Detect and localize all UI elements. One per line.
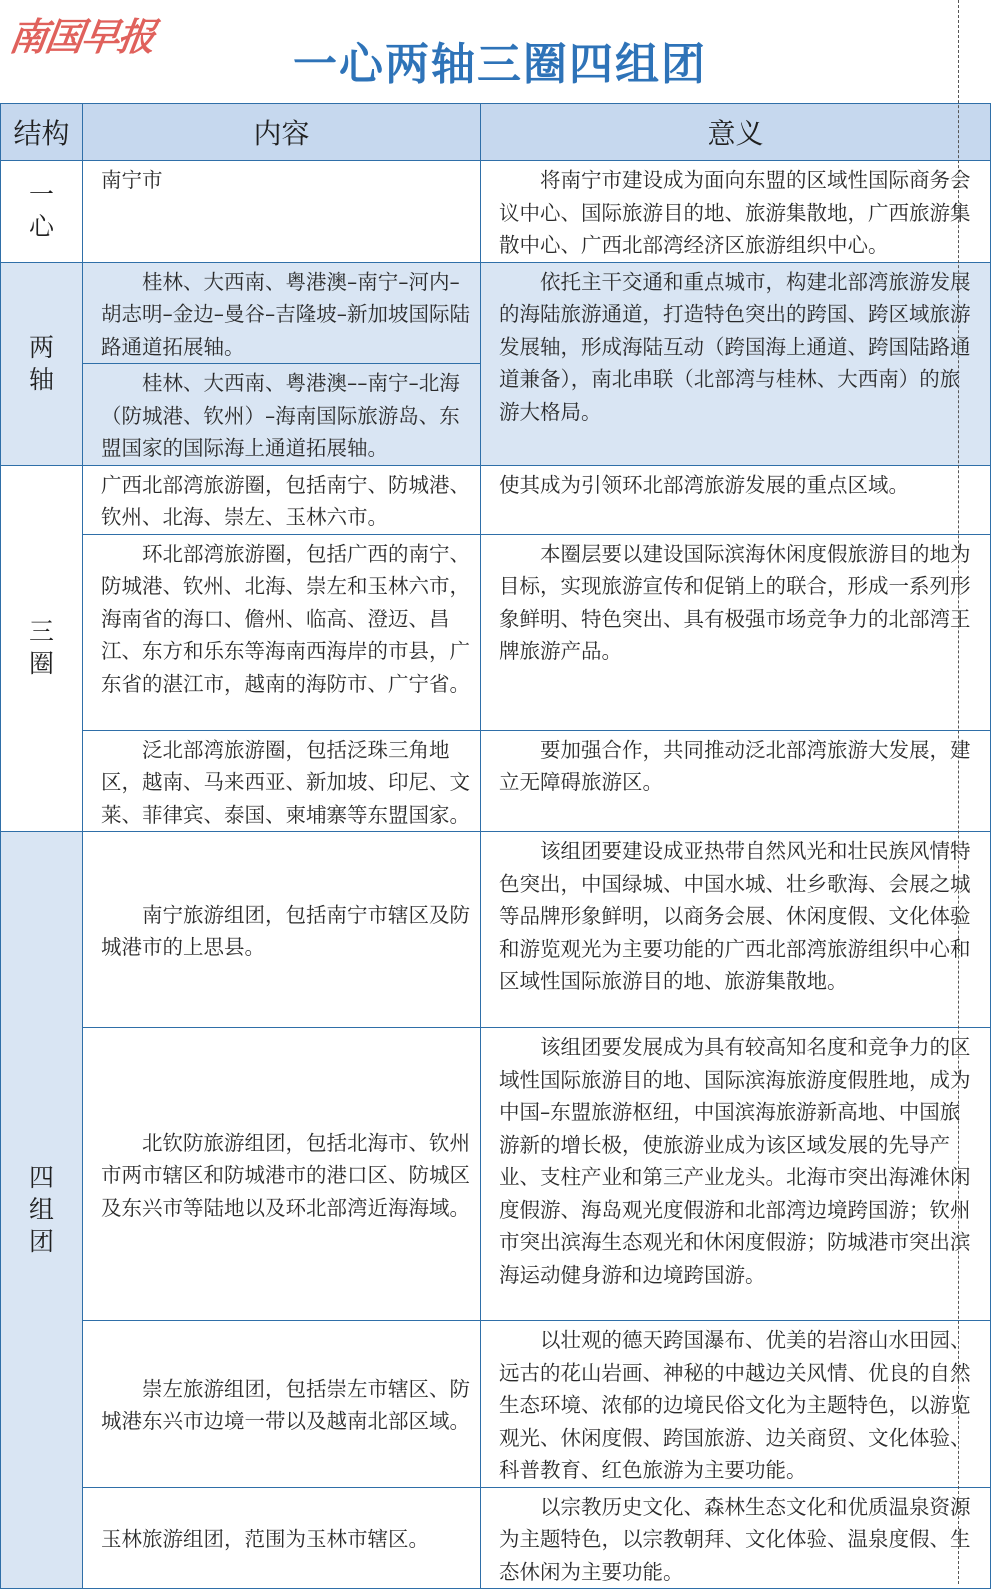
table-row (1, 832, 991, 1028)
meaning-cell: 以宗教历史文化、森林生态文化和优质温泉资源为主题特色，以宗教朝拜、文化体验、温泉度假、生态休闲为主要功能。 (481, 1487, 991, 1589)
content-cell: 桂林、大西南、粤港澳––南宁–北海（防城港、钦州）–海南国际旅游岛、东盟国家的国际海上通道拓展轴。 (83, 364, 481, 466)
structure-cell: 三圈 (1, 465, 83, 832)
header-meaning: 意义 (481, 104, 991, 161)
masthead-logo: 南国早报 (6, 14, 157, 59)
content-cell: 环北部湾旅游圈，包括广西的南宁、防城港、钦州、北海、崇左和玉林六市，海南省的海口、儋州、临高、澄迈、昌江、东方和乐东等海南西海岸的市县，广东省的湛江市，越南的海防市、广宁省。 (83, 534, 481, 730)
content-cell: 北钦防旅游组团，包括北海市、钦州市两市辖区和防城港市的港口区、防城区及东兴市等陆地以及环北部湾近海海域。 (83, 1028, 481, 1321)
meaning-cell: 该组团要发展成为具有较高知名度和竞争力的区域性国际旅游目的地、国际滨海旅游度假胜地，成为中国–东盟旅游枢纽，中国滨海旅游新高地、中国旅游新的增长极，使旅游业成为该区域发展的先导产业、支柱产业和第三产业龙头。北海市突出海滩休闲度假游、海岛观光度假游和北部湾边境跨国游；钦州市突出滨海生态观光和休闲度假游；防城港市突出滨海运动健身游和边境跨国游。 (481, 1028, 991, 1321)
table-row (1, 465, 991, 534)
structure-table (0, 103, 991, 1589)
content-cell: 崇左旅游组团，包括崇左市辖区、防城港东兴市边境一带以及越南北部区域。 (83, 1321, 481, 1488)
content-cell: 广西北部湾旅游圈，包括南宁、防城港、钦州、北海、崇左、玉林六市。 (83, 465, 481, 534)
meaning-cell: 该组团要建设成亚热带自然风光和壮民族风情特色突出，中国绿城、中国水城、壮乡歌海、会展之城等品牌形象鲜明，以商务会展、休闲度假、文化体验和游览观光为主要功能的广西北部湾旅游组织中心和区域性国际旅游目的地、旅游集散地。 (481, 832, 991, 1028)
content-cell: 南宁旅游组团，包括南宁市辖区及防城港市的上思县。 (83, 832, 481, 1028)
table-row (1, 262, 991, 364)
header-structure: 结构 (1, 104, 83, 161)
table-row (1, 161, 991, 263)
content-cell: 南宁市 (83, 161, 481, 263)
content-cell: 桂林、大西南、粤港澳–南宁–河内–胡志明–金边–曼谷–吉隆坡–新加坡国际陆路通道拓展轴。 (83, 262, 481, 364)
content-cell: 玉林旅游组团，范围为玉林市辖区。 (83, 1487, 481, 1589)
content-cell: 泛北部湾旅游圈，包括泛珠三角地区，越南、马来西亚、新加坡、印尼、文莱、菲律宾、泰国、柬埔寨等东盟国家。 (83, 730, 481, 832)
table-header-row (1, 104, 991, 161)
table-row (1, 1028, 991, 1321)
structure-cell: 四组团 (1, 832, 83, 1589)
page-title: 一心两轴三圈四组团 (293, 39, 707, 90)
table-row (1, 1487, 991, 1589)
meaning-cell: 本圈层要以建设国际滨海休闲度假旅游目的地为目标，实现旅游宣传和促销上的联合，形成一系列形象鲜明、特色突出、具有极强市场竞争力的北部湾王牌旅游产品。 (481, 534, 991, 730)
meaning-cell: 使其成为引领环北部湾旅游发展的重点区域。 (481, 465, 991, 534)
table-row (1, 534, 991, 730)
meaning-cell: 要加强合作，共同推动泛北部湾旅游大发展，建立无障碍旅游区。 (481, 730, 991, 832)
table-row (1, 1321, 991, 1488)
meaning-cell: 将南宁市建设成为面向东盟的区域性国际商务会议中心、国际旅游目的地、旅游集散地，广西旅游集散中心、广西北部湾经济区旅游组织中心。 (481, 161, 991, 263)
header-content: 内容 (83, 104, 481, 161)
structure-cell: 两轴 (1, 262, 83, 465)
fold-guide-line (958, 0, 959, 1584)
structure-cell: 一心 (1, 161, 83, 263)
meaning-cell: 依托主干交通和重点城市，构建北部湾旅游发展的海陆旅游通道，打造特色突出的跨国、跨区域旅游发展轴，形成海陆互动（跨国海上通道、跨国陆路通道兼备），南北串联（北部湾与桂林、大西南）的旅游大格局。 (481, 262, 991, 465)
meaning-cell: 以壮观的德天跨国瀑布、优美的岩溶山水田园、远古的花山岩画、神秘的中越边关风情、优良的自然生态环境、浓郁的边境民俗文化为主题特色，以游览观光、休闲度假、跨国旅游、边关商贸、文化体验、科普教育、红色旅游为主要功能。 (481, 1321, 991, 1488)
table-row (1, 730, 991, 832)
